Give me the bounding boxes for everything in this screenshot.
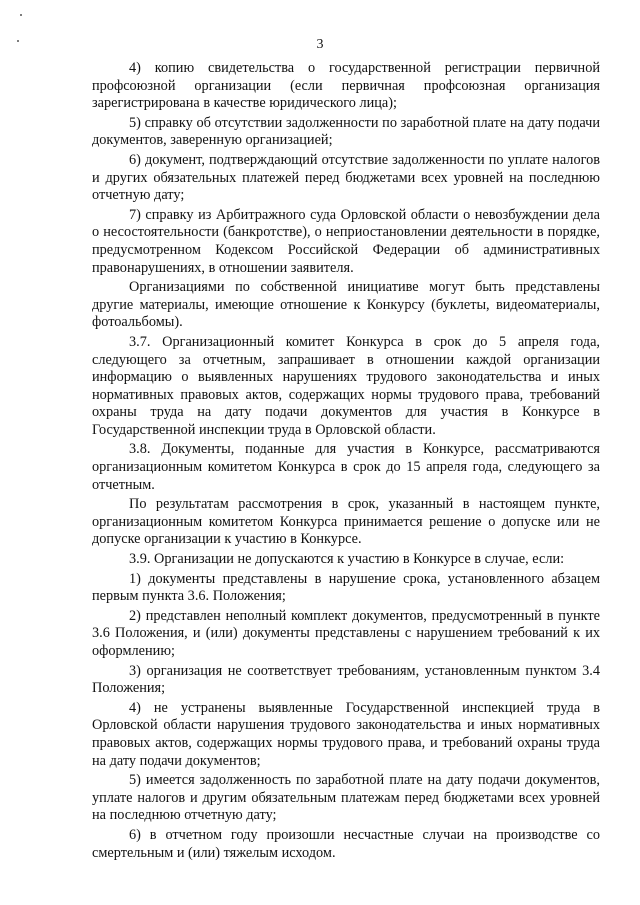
paragraph-additional-materials: Организациями по собственной инициативе могут быть представлены другие материалы, имеющие отношение к Конкурсу (буклеты, видеоматериалы, фотоальбомы). [92, 279, 600, 331]
paragraph-item-5: 5) справку об отсутствии задолженности по заработной плате на дату подачи документов, заверенную организацией; [92, 114, 600, 149]
paragraph-3-9: 3.9. Организации не допускаются к участию в Конкурсе в случае, если: [129, 551, 565, 568]
paragraph-item-4: 4) копию свидетельства о государственной регистрации первичной профсоюзной организации (если первичная профсоюзная организация зарегистрирована в качестве юридического лица); [92, 60, 600, 112]
paragraph-reason-5: 5) имеется задолженность по заработной плате на дату подачи документов, уплате налогов и другим обязательным платежам перед бюджетами всех уровней на последнюю отчетную дату; [92, 772, 600, 824]
paragraph-reason-6: 6) в отчетном году произошли несчастные случаи на производстве со смертельным и (или) тяжелым исходом. [92, 826, 600, 861]
document-body [92, 60, 600, 862]
paragraph-3-7: 3.7. Организационный комитет Конкурса в срок до 5 апреля года, следующего за отчетным, запрашивает в отношении каждой организации информацию о выявленных нарушениях трудового законодательства и иных нормативных правовых актов, содержащих нормы трудового права, требований охраны труда на дату подачи документов для участия в Конкурсе в Государственной инспекции труда в Орловской области. [92, 333, 600, 438]
paragraph-item-6: 6) документ, подтверждающий отсутствие задолженности по уплате налогов и других обязательных платежей перед бюджетами всех уровней на последнюю отчетную дату; [92, 151, 600, 204]
page-number: 3 [316, 37, 324, 52]
paragraph-reason-3: 3) организация не соответствует требованиям, установленным пунктом 3.4 Положения; [92, 662, 600, 697]
paragraph-3-8: 3.8. Документы, поданные для участия в Конкурсе, рассматриваются организационным комитетом Конкурса в срок до 15 апреля года, следующего за отчетным. [92, 441, 600, 493]
paragraph-reason-4: 4) не устранены выявленные Государственной инспекцией труда в Орловской области нарушения трудового законодательства и иных нормативных правовых актов, содержащих нормы трудового права, и требований охраны труда на дату подачи документов; [92, 699, 600, 769]
paragraph-review-results: По результатам рассмотрения в срок, указанный в настоящем пункте, организационным комитетом Конкурса принимается решение о допуске или не допуске организации к участию в Конкурсе. [92, 496, 600, 548]
scan-speck [20, 14, 22, 16]
paragraph-reason-1: 1) документы представлены в нарушение срока, установленного абзацем первым пункта 3.6. Положения; [92, 570, 600, 605]
paragraph-reason-2: 2) представлен неполный комплект документов, предусмотренный в пункте 3.6 Положения, и (или) документы представлены с нарушением требований к их оформлению; [92, 607, 600, 659]
paragraph-item-7: 7) справку из Арбитражного суда Орловской области о невозбуждении дела о несостоятельности (банкротстве), о неприостановлении деятельности в порядке, предусмотренном Кодексом Российской Федерации об административных правонарушениях, в отношении заявителя. [92, 206, 600, 276]
